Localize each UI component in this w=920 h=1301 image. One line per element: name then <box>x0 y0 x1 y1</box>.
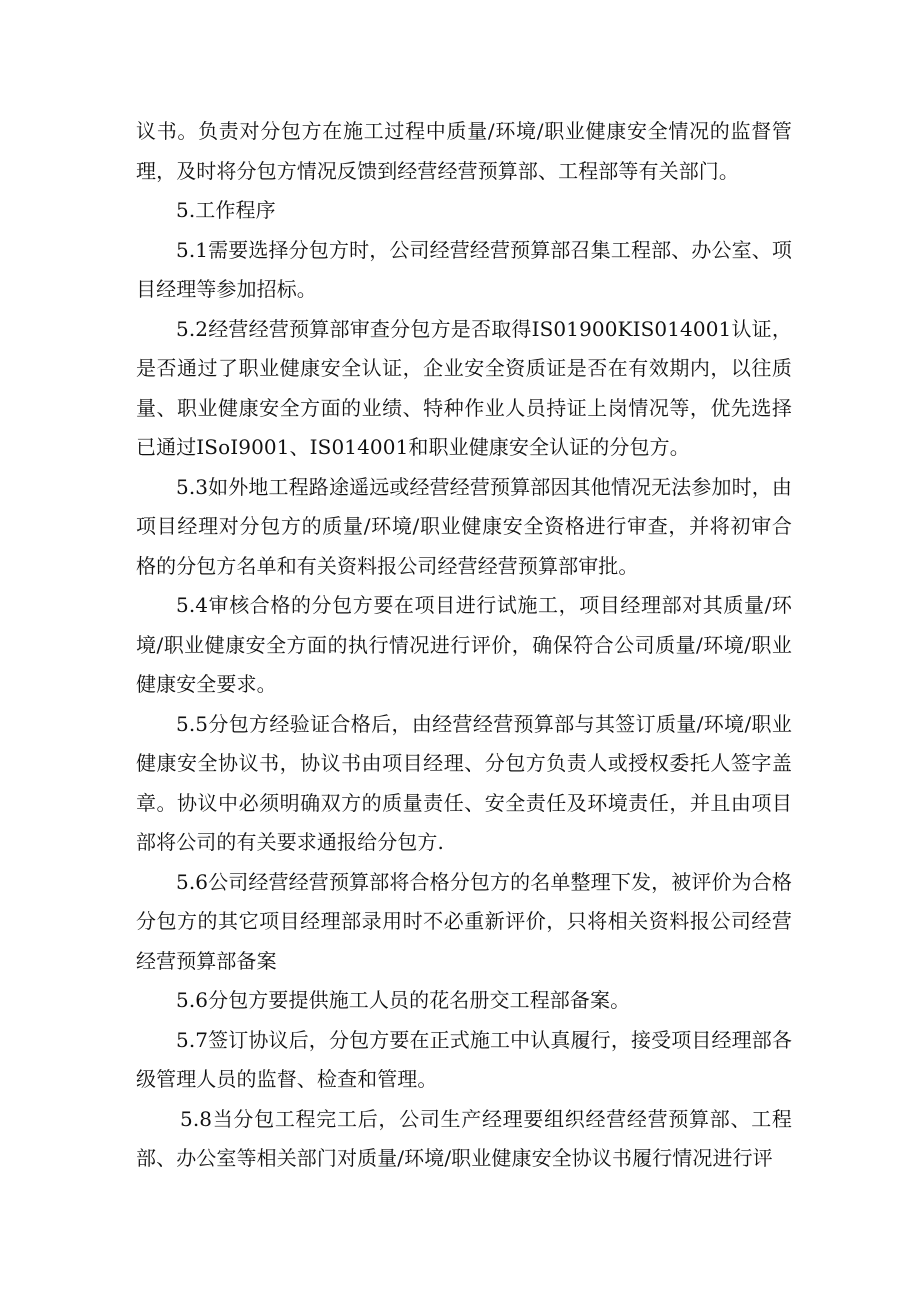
paragraph-5-6-b: 5.6分包方要提供施工人员的花名册交工程部备案。 <box>176 988 631 1012</box>
paragraph-5-4: 5.4审核合格的分包方要在项目进行试施工，项目经理部对其质量/环境/职业健康安全方面的执行情况进行评价，确保符合公司质量/环境/职业健康安全要求。 <box>136 593 792 696</box>
section-heading-work-procedure: 5.工作程序 <box>176 198 276 222</box>
paragraph-5-5: 5.5分包方经验证合格后，由经营经营预算部与其签订质量/环境/职业健康安全协议书，协议书由项目经理、分包方负责人或授权委托人签字盖章。协议中必须明确双方的质量责任、安全责任及环境责任，并且由项目部将公司的有关要求通报给分包方. <box>136 711 792 854</box>
paragraph-5-3: 5.3如外地工程路途遥远或经营经营预算部因其他情况无法参加时，由项目经理对分包方的质量/环境/职业健康安全资格进行审查，并将初审合格的分包方名单和有关资料报公司经营经营预算部审批。 <box>136 474 792 578</box>
paragraph-5-8: 5.8当分包工程完工后，公司生产经理要组织经营经营预算部、工程部、办公室等相关部门对质量/环境/职业健康安全协议书履行情况进行评 <box>136 1106 792 1170</box>
paragraph-5-6-a: 5.6公司经营经营预算部将合格分包方的名单整理下发，被评价为合格分包方的其它项目经理部录用时不必重新评价，只将相关资料报公司经营经营预算部备案 <box>136 869 792 973</box>
paragraph-5-2: 5.2经营经营预算部审查分包方是否取得IS01900KIS014001认证，是否通过了职业健康安全认证，企业安全资质证是否在有效期内，以往质量、职业健康安全方面的业绩、特种作业人员持证上岗情况等，优先选择已通过ISoI9001、IS014001和职业健康安全认证的分包方。 <box>136 316 792 459</box>
paragraph-5-1: 5.1需要选择分包方时，公司经营经营预算部召集工程部、办公室、项目经理等参加招标。 <box>136 237 792 301</box>
paragraph-continuation: 议书。负责对分包方在施工过程中质量/环境/职业健康安全情况的监督管理，及时将分包方情况反馈到经营经营预算部、工程部等有关部门。 <box>136 119 792 183</box>
paragraph-5-7: 5.7签订协议后，分包方要在正式施工中认真履行，接受项目经理部各级管理人员的监督、检查和管理。 <box>136 1027 792 1091</box>
document-body <box>136 112 792 1179</box>
